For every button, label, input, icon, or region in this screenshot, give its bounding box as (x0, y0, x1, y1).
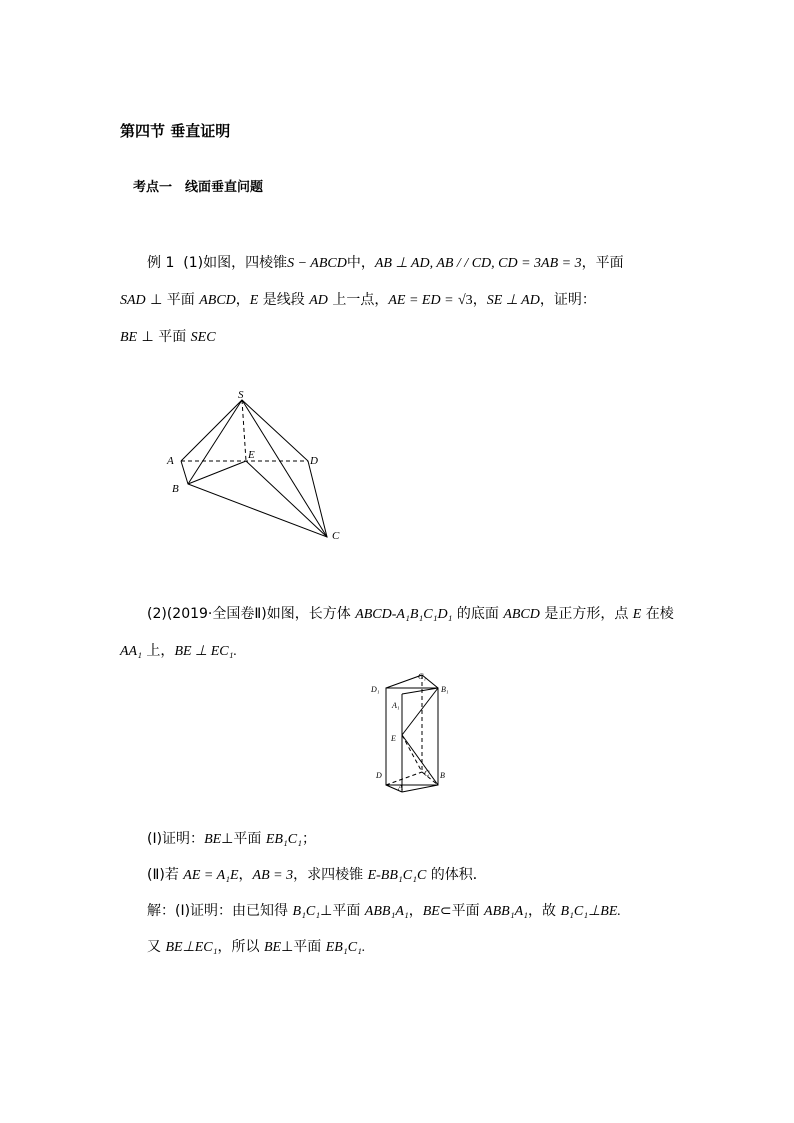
label-s: S (238, 389, 244, 401)
sol2-be: BE (263, 940, 282, 955)
question-2 (147, 865, 487, 886)
label-d: D (310, 455, 318, 467)
plane-sad: SAD (120, 293, 146, 308)
q2-ab: AB = 3 (252, 868, 294, 883)
edge-dc-dashed (386, 772, 422, 785)
segment-ad: AD (309, 293, 328, 308)
sol1-conclusion: B₁C₁⊥BE. (560, 904, 621, 919)
q2-comma: ， (238, 867, 253, 883)
ex2-mid: 的底面 (452, 606, 504, 622)
on-point-text: 上一点， (327, 292, 389, 308)
edge-sb (188, 400, 242, 484)
q1-prefix: (Ⅰ)证明： (147, 831, 205, 847)
example2-line2 (120, 641, 237, 662)
ex2-prefix: (2)(2019·全国卷Ⅱ)如图，长方体 (147, 606, 356, 622)
question-1 (147, 829, 316, 850)
point-e-2: E (632, 607, 642, 622)
sol2-perp: ⊥平面 (281, 939, 326, 955)
sol1-prefix: 解：(Ⅰ)证明：由已知得 (147, 903, 293, 919)
sol2-plane: EB₁C₁. (325, 940, 366, 955)
sol2-so: ，所以 (217, 939, 264, 955)
solution-line-1 (147, 901, 621, 922)
ex2-shang: 上， (141, 643, 175, 659)
sol1-so: ，故 (528, 903, 561, 919)
sol1-plane: ABB₁A₁ (364, 904, 409, 919)
q1-perp: ⊥平面 (221, 831, 266, 847)
ae-ed-equation: AE = ED = (388, 293, 454, 308)
edge-ab (402, 785, 438, 792)
q2-prefix: (Ⅱ)若 (147, 867, 184, 883)
edge-a1b1 (402, 688, 438, 694)
example2-line1 (147, 604, 674, 625)
label-b-fig2: B (440, 771, 445, 780)
sol1-b1c1: B₁C₁ (292, 904, 321, 919)
base-abcd: ABCD (503, 607, 540, 622)
edge-se-dashed (242, 400, 246, 461)
sol2-be-ec1: BE⊥EC₁ (165, 940, 218, 955)
q1-end: ； (302, 831, 317, 847)
label-c: C (332, 530, 340, 542)
cuboid-name: ABCD-A₁B₁C₁D₁ (355, 607, 453, 622)
ex1-zhong: 中， (346, 255, 375, 271)
cuboid-figure (366, 668, 462, 798)
label-d-fig2: D (376, 771, 382, 780)
q2-ask: ，求四棱锥 (293, 867, 368, 883)
section-title: 第四节 垂直证明 (120, 122, 231, 140)
sol1-perp: ⊥平面 (320, 903, 365, 919)
q2-pyramid: E-BB₁C₁C (367, 868, 427, 883)
point-e: E (249, 293, 259, 308)
cuboid-top-back (386, 675, 438, 688)
edge-eb1 (402, 688, 438, 735)
label-d1: D₁ (371, 685, 380, 694)
pyramid-name: S − ABCD (287, 256, 347, 271)
label-c1: C₁ (418, 672, 427, 681)
solution-line-2 (147, 937, 365, 958)
ex2-square: 是正方形，点 (539, 606, 633, 622)
edge-aa1: AA₁ (120, 644, 142, 659)
edge-be (188, 461, 246, 484)
pyramid-figure (160, 388, 350, 548)
q2-end: 的体积． (426, 867, 487, 883)
subsection-title: 考点一 线面垂直问题 (133, 180, 264, 195)
label-b1: B₁ (441, 685, 449, 694)
sol1-be: BE (422, 904, 440, 919)
plane-abcd: ABCD (199, 293, 236, 308)
comma-2: ， (472, 292, 487, 308)
sol1-comma: ， (408, 903, 423, 919)
ex1-part-text: (1)如图，四棱锥 (183, 255, 288, 271)
example1-line3 (120, 327, 216, 348)
ex1-plane-word: ，平面 (581, 255, 624, 271)
example-label: 例 1 (147, 255, 175, 271)
sol2-prefix: 又 (147, 939, 166, 955)
comma: ， (235, 292, 250, 308)
plane-sec: SEC (190, 330, 216, 345)
label-a1: A₁ (392, 701, 400, 710)
example1-line1 (147, 253, 624, 274)
sqrt3: √3 (458, 293, 473, 308)
be-perp-ec1: BE ⊥ EC₁. (174, 644, 237, 659)
perp-plane-text-2: ⊥ 平面 (137, 329, 191, 345)
label-e-fig2: E (391, 734, 396, 743)
label-c-fig2: C (424, 769, 430, 778)
q1-plane: EB₁C₁ (265, 832, 303, 847)
label-b: B (172, 483, 179, 495)
label-a-fig2: A (398, 783, 403, 792)
edge-ec-dashed (402, 735, 422, 772)
is-point-text: 是线段 (258, 292, 310, 308)
se-perp-ad: SE ⊥ AD (486, 293, 540, 308)
sol1-plane-2: ABB₁A₁ (484, 904, 528, 919)
label-e: E (248, 449, 255, 461)
example1-line2 (120, 290, 596, 311)
edge-sc (242, 400, 327, 537)
q1-be: BE (204, 832, 222, 847)
prove-text: ，证明： (539, 292, 596, 308)
condition-1: AB ⊥ AD, AB / / CD, CD = 3AB = 3 (374, 256, 582, 271)
label-a: A (167, 455, 174, 467)
q2-condition: AE = A₁E (183, 868, 239, 883)
line-be: BE (120, 330, 138, 345)
ex2-on-edge: 在棱 (641, 606, 674, 622)
sol1-subset: ⊂平面 (439, 903, 485, 919)
perp-plane-text: ⊥ 平面 (145, 292, 200, 308)
